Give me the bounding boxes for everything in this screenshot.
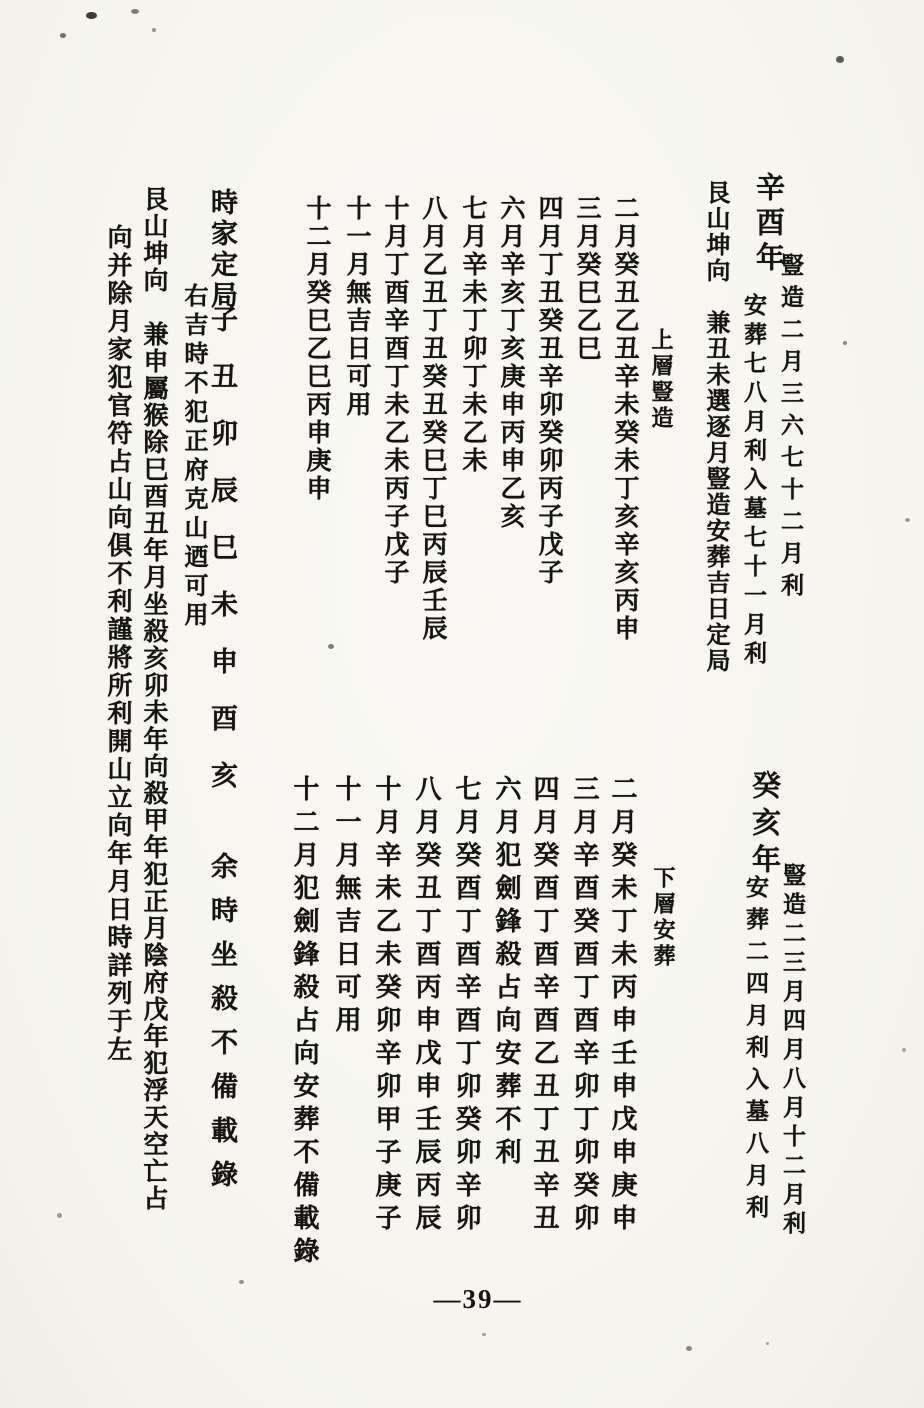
lower-month-column: 二月癸未丁未丙申壬申戊申庚申 (608, 775, 637, 1237)
ink-speck (57, 1213, 62, 1218)
lower-year-label: 癸亥年 (748, 770, 780, 881)
closing-remark-column: 向并除月家犯官符占山向俱不利謹將所利開山立向年月日時詳列于左 (104, 224, 131, 1064)
hour-chart-header: 時家定局 (207, 188, 237, 312)
ink-speck (86, 12, 97, 19)
ink-speck (328, 644, 334, 649)
upper-mountain-header: 艮山坤向 兼丑未選逐月豎造安葬吉日定局 (702, 180, 728, 674)
ink-speck (766, 1342, 769, 1345)
upper-month-column: 二月癸丑乙丑辛未癸未丁亥辛亥丙申 (611, 195, 638, 643)
lower-month-column: 六月犯劍鋒殺占向安葬不利 (492, 775, 521, 1171)
lower-month-column: 三月辛酉癸酉丁酉辛卯丁卯癸卯 (570, 775, 599, 1237)
lower-month-column: 十二月犯劍鋒殺占向安葬不備載錄 (290, 775, 319, 1270)
lower-month-column: 十一月無吉日可用 (332, 775, 361, 1039)
lower-sub-heading: 下層安葬 (651, 866, 676, 970)
lower-build-column: 豎造二三月四月八月十二月利 (780, 863, 805, 1240)
lower-month-column: 七月癸酉丁酉辛酉丁卯癸卯辛卯 (452, 775, 481, 1237)
ink-speck (843, 341, 847, 345)
upper-burial-column: 安葬七八月利入墓七十一月利 (741, 293, 766, 670)
lower-burial-column: 安葬二四月利入墓八月利 (743, 875, 768, 1227)
ink-speck (836, 56, 844, 63)
lower-month-column: 四月癸酉丁酉辛酉乙丑丁丑辛丑 (530, 775, 559, 1237)
lower-month-column: 十月辛未乙未癸卯辛卯甲子庚子 (372, 775, 401, 1237)
upper-month-column: 十一月無吉日可用 (343, 195, 370, 419)
ink-speck (902, 1048, 906, 1052)
ink-speck (131, 9, 139, 14)
upper-sub-heading: 上層豎造 (649, 328, 674, 432)
upper-month-column: 三月癸巳乙巳 (573, 195, 600, 363)
ink-speck (152, 28, 156, 32)
hour-chart-branches: 子丑卯辰巳未申酉亥 (207, 305, 237, 818)
upper-month-column: 六月辛亥丁亥庚申丙申乙亥 (497, 195, 524, 531)
upper-month-column: 七月辛未丁卯丁未乙未 (459, 195, 486, 475)
upper-month-column: 八月乙丑丁丑癸丑癸巳丁巳丙辰壬辰 (419, 195, 446, 643)
upper-month-column: 十月丁酉辛酉丁未乙未丙子戊子 (381, 195, 408, 587)
upper-year-label: 辛酉年 (752, 172, 784, 277)
ink-speck (482, 1333, 486, 1336)
page-number: —39— (433, 1284, 523, 1314)
upper-month-column: 四月丁丑癸丑辛卯癸卯丙子戊子 (535, 195, 562, 587)
lower-month-column: 八月癸丑丁酉丙申戊申壬辰丙辰 (412, 775, 441, 1237)
ink-speck (905, 518, 910, 522)
hour-chart-tail: 余時坐殺不備載錄 (207, 852, 237, 1204)
ink-speck (239, 1280, 244, 1284)
upper-build-column: 豎造二月三六七十二月利 (778, 253, 803, 605)
hour-chart-note: 右吉時不犯正府克山迺可用 (180, 283, 206, 631)
ink-speck (60, 33, 66, 38)
upper-month-column: 十二月癸巳乙巳丙申庚申 (303, 195, 330, 503)
closing-mountain-column: 艮山坤向 兼申屬猴除巳酉丑年月坐殺亥卯未年向殺甲年犯正月陰府戊年犯浮天空亡占 (140, 186, 167, 1212)
ink-speck (686, 1346, 692, 1351)
